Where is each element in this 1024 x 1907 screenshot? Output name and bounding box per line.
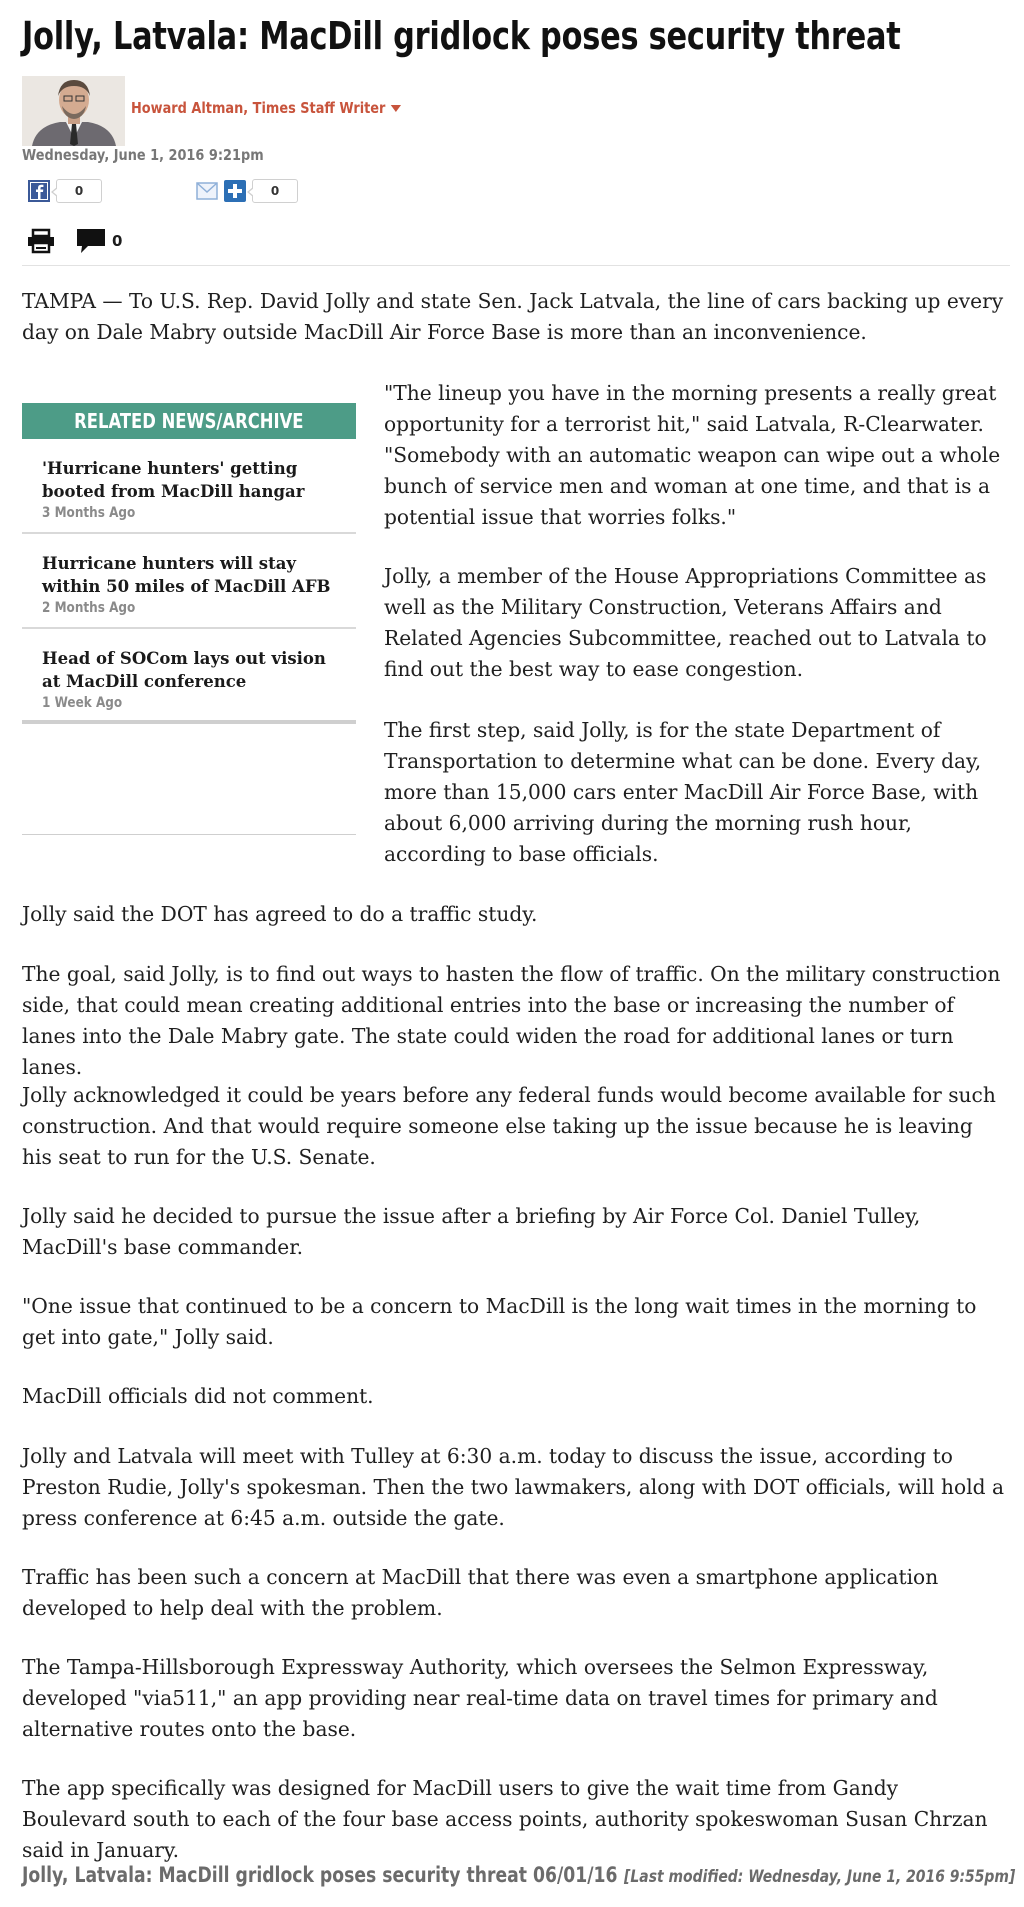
- body-paragraph-13: The Tampa-Hillsborough Expressway Authority, which oversees the Selmon Expressway, developed "via511," an app providing near real-time data on travel times for primary and alternative routes onto the base.: [22, 1655, 938, 1741]
- plus-share-count: 0: [252, 179, 298, 203]
- sidebar-divider: [22, 834, 356, 835]
- related-news-item[interactable]: [22, 439, 356, 534]
- email-plus-share[interactable]: [196, 178, 298, 204]
- related-news-item-title[interactable]: 'Hurricane hunters' getting booted from MacDill hangar: [42, 459, 305, 501]
- body-paragraph-4: The first step, said Jolly, is for the state Department of Transportation to determine what can be done. Every day, more than 15,000 cars enter MacDill Air Force Base, with about 6,000 arriving during the morning rush hour, according to base officials.: [384, 718, 982, 866]
- footer-title: Jolly, Latvala: MacDill gridlock poses security threat 06/01/16: [22, 1863, 618, 1887]
- comment-bubble-icon[interactable]: [76, 228, 106, 254]
- article-headline: Jolly, Latvala: MacDill gridlock poses security threat: [22, 14, 901, 58]
- footer-last-modified: [Last modified: Wednesday, June 1, 2016 9:55pm]: [624, 1867, 1016, 1887]
- body-paragraph-6: The goal, said Jolly, is to find out ways to hasten the flow of traffic. On the military construction side, that could mean creating additional entries into the base or increasing the number of lanes into the Dale Mabry gate. The state could widen the road for additional lanes or turn lanes.: [22, 962, 1001, 1079]
- body-paragraph-11: Jolly and Latvala will meet with Tulley at 6:30 a.m. today to discuss the issue, according to Preston Rudie, Jolly's spokesman. Then the two lawmakers, along with DOT officials, will hold a press conference at 6:45 a.m. outside the gate.: [22, 1444, 1005, 1530]
- body-paragraph-12: Traffic has been such a concern at MacDill that there was even a smartphone application developed to help deal with the problem.: [22, 1565, 939, 1620]
- body-paragraph-9: "One issue that continued to be a concern to MacDill is the long wait times in the morning to get into gate," Jolly said.: [22, 1294, 977, 1349]
- body-paragraph-8: Jolly said he decided to pursue the issue after a briefing by Air Force Col. Daniel Tulley, MacDill's base commander.: [22, 1204, 921, 1259]
- related-news-item[interactable]: [22, 629, 356, 724]
- body-paragraph-2: "The lineup you have in the morning presents a really great opportunity for a terrorist hit," said Latvala, R-Clearwater. "Somebody with an automatic weapon can wipe out a whole bunch of service men and woman at one time, and that is a potential issue that worries folks.": [384, 381, 1001, 529]
- body-paragraph-10: MacDill officials did not comment.: [22, 1384, 374, 1408]
- facebook-share-count: 0: [56, 179, 102, 203]
- body-paragraph-3: Jolly, a member of the House Appropriations Committee as well as the Military Construction, Veterans Affairs and Related Agencies Subcommittee, reached out to Latvala to find out the best way to ease congestion.: [384, 564, 987, 681]
- related-news-list: [22, 439, 356, 724]
- body-paragraph-14: The app specifically was designed for MacDill users to give the wait time from Gandy Boulevard south to each of the four base access points, authority spokeswoman Susan Chrzan said in January.: [22, 1776, 988, 1862]
- author-photo: [22, 76, 125, 146]
- facebook-icon[interactable]: [28, 180, 50, 202]
- article-tools: [26, 228, 122, 254]
- email-icon[interactable]: [196, 182, 218, 200]
- related-news-item-title[interactable]: Hurricane hunters will stay within 50 miles of MacDill AFB: [42, 554, 331, 596]
- article-footer: [22, 1863, 1015, 1887]
- body-paragraph-5: Jolly said the DOT has agreed to do a traffic study.: [22, 902, 538, 926]
- author-name: Howard Altman, Times Staff Writer: [131, 99, 386, 117]
- related-news-item-age: 3 Months Ago: [42, 505, 136, 521]
- body-paragraph-7: Jolly acknowledged it could be years before any federal funds would become available for such construction. And that would require someone else taking up the issue because he is leaving his seat to run for the U.S. Senate.: [22, 1083, 996, 1169]
- related-news-sidebar: [22, 403, 356, 724]
- comment-count[interactable]: 0: [112, 232, 123, 250]
- related-news-header: [22, 403, 356, 439]
- related-news-item-age: 2 Months Ago: [42, 600, 136, 616]
- body-paragraph-1: TAMPA — To U.S. Rep. David Jolly and state Sen. Jack Latvala, the line of cars backing up every day on Dale Mabry outside MacDill Air Force Base is more than an inconvenience.: [22, 289, 1004, 344]
- plus-share-icon[interactable]: [224, 180, 246, 202]
- author-link[interactable]: [131, 99, 401, 117]
- facebook-share[interactable]: [28, 178, 102, 204]
- publish-date: Wednesday, June 1, 2016 9:21pm: [22, 146, 264, 164]
- related-news-item-age: 1 Week Ago: [42, 695, 123, 711]
- author-avatar[interactable]: [22, 76, 125, 146]
- related-news-title: RELATED NEWS/ARCHIVE: [74, 409, 304, 433]
- related-news-item-title[interactable]: Head of SOCom lays out vision at MacDill conference: [42, 649, 326, 691]
- chevron-down-icon[interactable]: [391, 105, 401, 112]
- header-divider: [22, 265, 1010, 266]
- printer-icon[interactable]: [26, 228, 56, 254]
- related-news-item[interactable]: [22, 534, 356, 629]
